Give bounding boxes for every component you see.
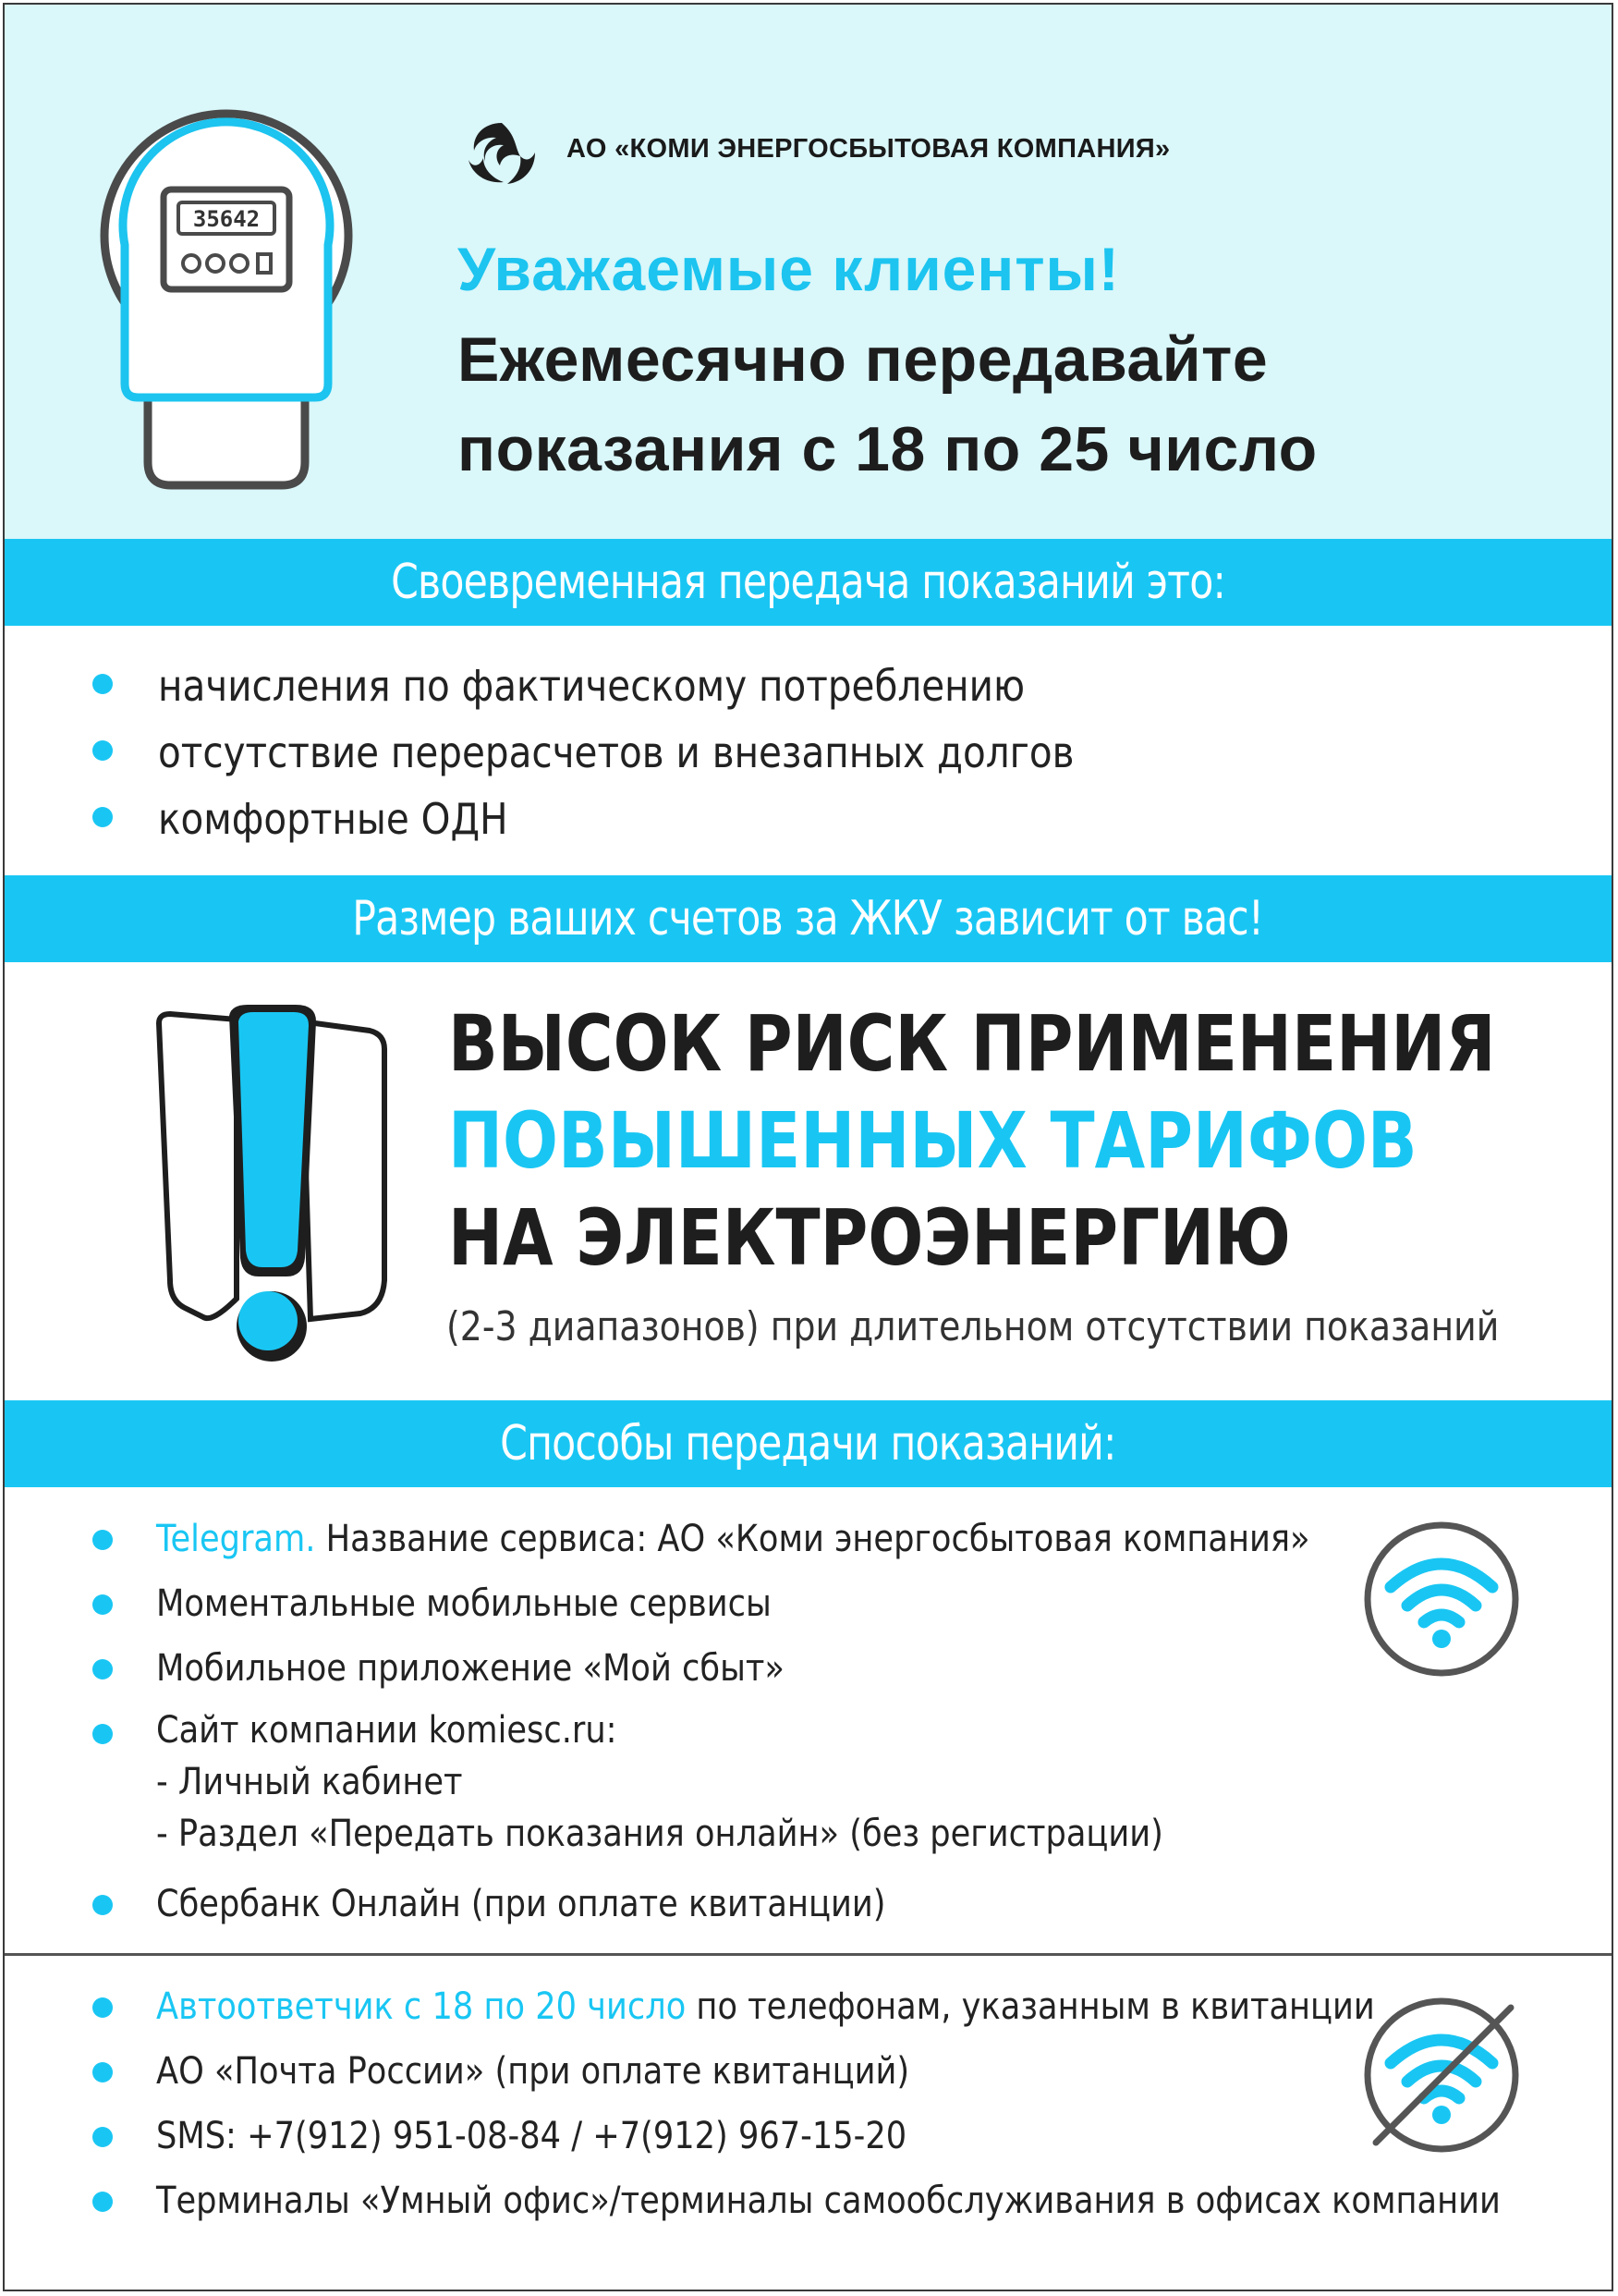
risk-note: (2-3 диапазонов) при длительном отсутствии показаний: [446, 1303, 1500, 1350]
bullet-dot: [92, 740, 113, 761]
telegram-label: Telegram.: [156, 1518, 316, 1560]
poster: [3, 3, 1613, 2291]
bullet-dot: [92, 1594, 113, 1615]
ways-title: Способы передачи показаний:: [500, 1416, 1116, 1472]
bullet-dot: [92, 2192, 113, 2212]
headline-line-1: Ежемесячно передавайте: [457, 324, 1269, 395]
bullet-dot: [92, 1997, 113, 2018]
electric-meter-icon: [97, 106, 356, 495]
exclamation-icon: [148, 1003, 397, 1363]
ways-title-band: [5, 1400, 1612, 1487]
autoresponder-label: Автоответчик с 18 по 20 число: [156, 1985, 687, 2028]
site-sub-2: - Раздел «Передать показания онлайн» (без регистрации): [156, 1813, 1163, 1855]
company-logo: [456, 116, 548, 189]
benefits-title-band: [5, 539, 1612, 626]
hero-section: [5, 5, 1612, 539]
way-text: АО «Почта России» (при оплате квитанций): [156, 2050, 910, 2093]
site-text: Сайт компании komiesc.ru:: [156, 1709, 617, 1752]
bullet-dot: [92, 1895, 113, 1915]
bullet-dot: [92, 1530, 113, 1550]
benefit-text: отсутствие перерасчетов и внезапных долгов: [158, 727, 1075, 777]
meter-reading: 35642: [192, 206, 261, 232]
way-text: Сбербанк Онлайн (при оплате квитанции): [156, 1883, 886, 1925]
no-wifi-icon: [1363, 1997, 1520, 2154]
risk-line-2: ПОВЫШЕННЫХ ТАРИФОВ: [448, 1095, 1417, 1186]
risk-line-1: ВЫСОК РИСК ПРИМЕНЕНИЯ: [448, 998, 1496, 1089]
bullet-dot: [92, 1724, 113, 1744]
bullet-dot: [92, 2062, 113, 2082]
benefit-text: комфортные ОДН: [158, 794, 508, 844]
bullet-dot: [92, 807, 113, 827]
autoresponder-text: по телефонам, указанным в квитанции: [686, 1985, 1375, 2028]
headline-line-2: показания с 18 по 25 число: [457, 414, 1318, 484]
sms-text: SMS: +7(912) 951-08-84 / +7(912) 967-15-20: [156, 2115, 907, 2157]
site-sub-1: - Личный кабинет: [156, 1761, 463, 1803]
bills-band: [5, 875, 1612, 962]
risk-line-3: НА ЭЛЕКТРОЭНЕРГИЮ: [448, 1192, 1291, 1283]
benefit-text: начисления по фактическому потреблению: [158, 661, 1026, 711]
benefits-title: Своевременная передача показаний это:: [391, 555, 1225, 610]
greeting: Уважаемые клиенты!: [457, 235, 1120, 303]
wifi-icon: [1363, 1520, 1520, 1678]
telegram-text: Название сервиса: АО «Коми энергосбытовая компания»: [315, 1518, 1310, 1560]
bills-banner-text: Размер ваших счетов за ЖКУ зависит от вас!: [352, 891, 1264, 946]
bullet-dot: [92, 1659, 113, 1679]
way-text: Мобильное приложение «Мой сбыт»: [156, 1647, 785, 1690]
way-text: Моментальные мобильные сервисы: [156, 1582, 772, 1625]
way-text: Терминалы «Умный офис»/терминалы самообслуживания в офисах компании: [156, 2180, 1501, 2222]
company-name: АО «КОМИ ЭНЕРГОСБЫТОВАЯ КОМПАНИЯ»: [566, 134, 1171, 164]
bullet-dot: [92, 674, 113, 694]
bullet-dot: [92, 2127, 113, 2147]
divider: [5, 1953, 1612, 1956]
